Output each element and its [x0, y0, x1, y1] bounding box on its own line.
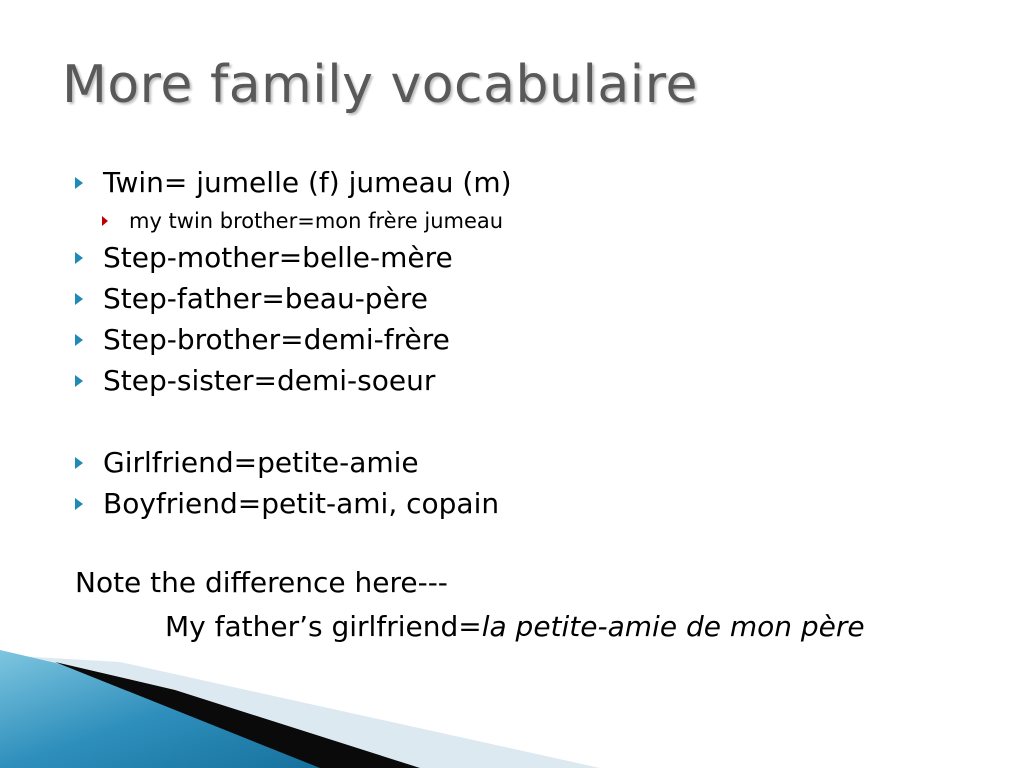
example-italic: la petite-amie de mon père	[481, 610, 865, 643]
triangle-right-icon	[102, 216, 108, 226]
sub-bullet-item	[102, 209, 503, 233]
bullet-text: Step-mother=belle-mère	[103, 241, 453, 274]
note-text: Note the difference here---	[75, 566, 448, 599]
bullet-text: Step-father=beau-père	[103, 282, 428, 315]
bullet-text: Step-sister=demi-soeur	[103, 364, 436, 397]
triangle-right-icon	[75, 334, 83, 346]
bullet-item	[75, 166, 512, 199]
bullet-item	[75, 364, 435, 397]
example-line	[165, 610, 865, 643]
bullet-item	[75, 487, 499, 520]
sub-bullet-text: my twin brother=mon frère jumeau	[129, 209, 504, 233]
black-swoosh	[55, 662, 420, 768]
bullet-text: Twin= jumelle (f) jumeau (m)	[103, 166, 512, 199]
bullet-text: Boyfriend=petit-ami, copain	[103, 487, 500, 520]
triangle-right-icon	[75, 457, 83, 469]
light-swoosh	[0, 655, 600, 768]
slide-title: More family vocabulaire	[62, 55, 698, 115]
bullet-item	[75, 282, 428, 315]
triangle-right-icon	[75, 293, 83, 305]
triangle-right-icon	[75, 252, 83, 264]
triangle-right-icon	[75, 375, 83, 387]
bullet-item	[75, 241, 453, 274]
example-prefix: My father’s girlfriend=	[165, 610, 482, 643]
bullet-text: Step-brother=demi-frère	[103, 323, 450, 356]
triangle-right-icon	[75, 498, 83, 510]
triangle-right-icon	[75, 177, 83, 189]
bullet-item	[75, 323, 450, 356]
bullet-item	[75, 446, 419, 479]
bullet-text: Girlfriend=petite-amie	[103, 446, 419, 479]
blue-swoosh	[0, 650, 340, 768]
